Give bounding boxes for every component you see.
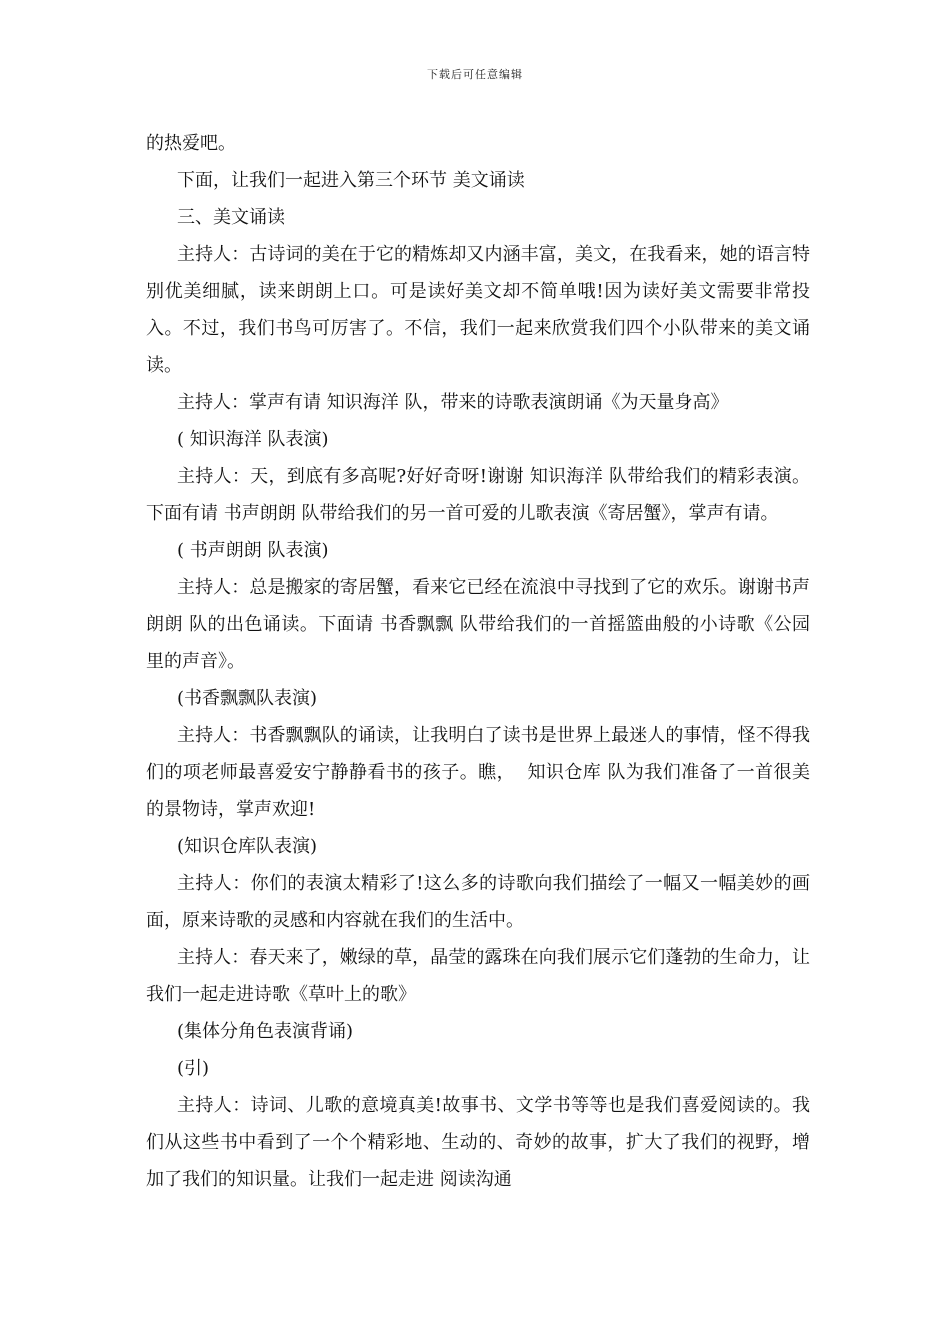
paragraph: 下面，让我们一起进入第三个环节 美文诵读	[177, 170, 525, 191]
document-body	[146, 125, 810, 1198]
paragraph: 的热爱吧。	[146, 133, 236, 154]
stage-direction: (知识仓库队表演)	[177, 836, 318, 857]
paragraph: 主持人：书香飘飘队的诵读，让我明白了读书是世界上最迷人的事情，怪不得我们的项老师最喜爱安宁静静看书的孩子。瞧， 知识仓库 队为我们准备了一首很美的景物诗，掌声欢迎!	[146, 725, 810, 820]
page-header: 下载后可任意编辑	[427, 68, 523, 81]
paragraph: 主持人：总是搬家的寄居蟹，看来它已经在流浪中寻找到了它的欢乐。谢谢书声朗朗 队的出色诵读。下面请 书香飘飘 队带给我们的一首摇篮曲般的小诗歌《公园里的声音》。	[146, 577, 810, 672]
paragraph: 主持人：你们的表演太精彩了!这么多的诗歌向我们描绘了一幅又一幅美妙的画面，原来诗歌的灵感和内容就在我们的生活中。	[146, 873, 810, 931]
stage-direction: (引)	[177, 1058, 210, 1079]
paragraph: 主持人：天，到底有多高呢?好好奇呀!谢谢 知识海洋 队带给我们的精彩表演。下面有请 书声朗朗 队带给我们的另一首可爱的儿歌表演《寄居蟹》，掌声有请。	[146, 466, 810, 524]
stage-direction: (书香飘飘队表演)	[177, 688, 318, 709]
paragraph: 主持人：掌声有请 知识海洋 队，带来的诗歌表演朗诵《为天量身高》	[177, 392, 729, 413]
paragraph: 主持人：春天来了，嫩绿的草，晶莹的露珠在向我们展示它们蓬勃的生命力，让我们一起走进诗歌《草叶上的歌》	[146, 947, 810, 1005]
stage-direction: ( 知识海洋 队表演)	[177, 429, 329, 450]
stage-direction: (集体分角色表演背诵)	[177, 1021, 354, 1042]
paragraph: 主持人：古诗词的美在于它的精炼却又内涵丰富，美文，在我看来，她的语言特别优美细腻，读来朗朗上口。可是读好美文却不简单哦!因为读好美文需要非常投入。不过，我们书鸟可厉害了。不信，我们一起来欣赏我们四个小队带来的美文诵读。	[146, 244, 810, 376]
paragraph: 主持人：诗词、儿歌的意境真美!故事书、文学书等等也是我们喜爱阅读的。我们从这些书中看到了一个个精彩地、生动的、奇妙的故事，扩大了我们的视野，增加了我们的知识量。让我们一起走进 阅读沟通	[146, 1095, 810, 1190]
stage-direction: ( 书声朗朗 队表演)	[177, 540, 329, 561]
section-heading: 三、美文诵读	[177, 207, 285, 228]
